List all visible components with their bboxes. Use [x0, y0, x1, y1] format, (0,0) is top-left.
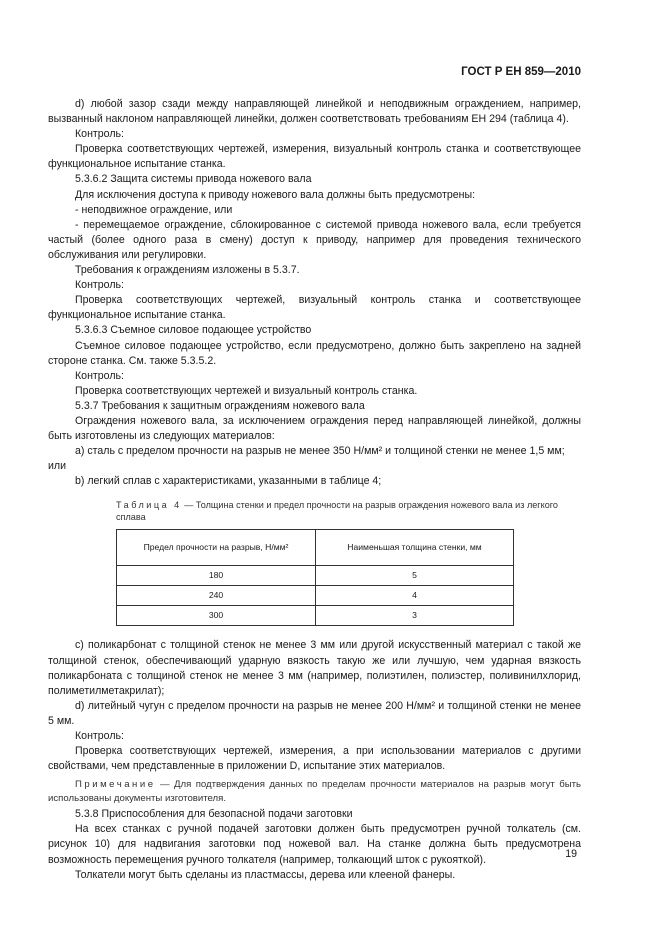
- or-text: или: [48, 460, 67, 473]
- table-caption: [116, 499, 581, 523]
- control-label: Контроль:: [75, 128, 124, 141]
- table-cell: 4: [316, 586, 514, 606]
- section-heading-5-3-8: 5.3.8 Приспособления для безопасной подачи заготовки: [75, 808, 353, 821]
- table-cell: 300: [117, 606, 316, 626]
- table-header-cell: Наименьшая толщина стенки, мм: [316, 530, 514, 566]
- table-row: [117, 566, 514, 586]
- section-heading-5-3-6-2: 5.3.6.2 Защита системы привода ножевого вала: [75, 173, 312, 186]
- table-row: [117, 586, 514, 606]
- paragraph: Требования к ограждениям изложены в 5.3.7.: [75, 264, 300, 277]
- paragraph: Для исключения доступа к приводу ножевого вала должны быть предусмотрены:: [75, 188, 476, 201]
- paragraph: Съемное силовое подающее устройство, если предусмотрено, должно быть закреплено на задней стороне станка. См. также 5.3.5.2.: [48, 339, 581, 367]
- control-text: Проверка соответствующих чертежей и визуальный контроль станка.: [75, 384, 418, 397]
- paragraph: Толкатели могут быть сделаны из пластмассы, дерева или клееной фанеры.: [75, 868, 456, 881]
- table-caption-label: Таблица 4: [116, 500, 182, 511]
- list-item-a: a) сталь с пределом прочности на разрыв не менее 350 Н/мм² и толщиной стенки не менее 1,5 мм;: [75, 445, 565, 458]
- list-item: - неподвижное ограждение, или: [75, 203, 233, 216]
- paragraph: На всех станках с ручной подачей заготовки должен быть предусмотрен ручной толкатель (см. рисунок 10) для надвигания заготовки под ножевой вал. На станке должна быть предусмотрена возможность перемещения ручного толкателя (например, толкающий шток с рукояткой).: [48, 823, 581, 866]
- list-item-c: c) поликарбонат с толщиной стенок не менее 3 мм или другой искусственный материал с такой же толщиной стенок, обеспечивающий ударную вязкость такую же или лучшую, чем ударная вязкость поликарбоната с толщиной стенок не менее 3 мм (например, полиэтилен, полиэстер, поливинилхлорид, полиметилметакрилат);: [48, 639, 581, 697]
- page-body: [48, 97, 581, 883]
- table-header-row: [117, 530, 514, 566]
- table-cell: 3: [316, 606, 514, 626]
- paragraph-d: d) любой зазор сзади между направляющей линейкой и неподвижным ограждением, например, вызванный наклоном направляющей линейки, должен соответствовать требованиям ЕН 294 (таблица 4).: [48, 98, 581, 126]
- control-label: Контроль:: [75, 730, 124, 742]
- paragraph: Ограждения ножевого вала, за исключением ограждения перед направляющей линейкой, должны быть изготовлены из следующих материалов:: [48, 414, 581, 443]
- control-text: Проверка соответствующих чертежей, измерения, визуальный контроль станка и соответствующее функциональное испытание станка.: [48, 143, 581, 171]
- list-item-b: b) легкий сплав с характеристиками, указанными в таблице 4;: [75, 475, 382, 488]
- list-item: - перемещаемое ограждение, сблокированное с системой привода ножевого вала, если требуется частый (более одного раза в смену) доступ к приводу, например для проведения технического обслуживания или регулировки.: [48, 218, 581, 261]
- note-label: Примечание: [75, 779, 156, 791]
- control-label: Контроль:: [75, 279, 124, 292]
- control-text: Проверка соответствующих чертежей, визуальный контроль станка и соответствующее функциональное испытание станка.: [48, 294, 581, 322]
- table-header-cell: Предел прочности на разрыв, Н/мм²: [117, 530, 316, 566]
- table-row: [117, 606, 514, 626]
- strength-table: [116, 529, 514, 626]
- table-caption-text: — Толщина стенки и предел прочности на разрыв ограждения ножевого вала из легкого сплава: [116, 500, 558, 523]
- table-cell: 240: [117, 586, 316, 606]
- page-number: 19: [565, 848, 577, 860]
- list-item-d: d) литейный чугун с пределом прочности на разрыв не менее 200 Н/мм² и толщиной стенки не менее 5 мм.: [48, 699, 581, 727]
- control-label: Контроль:: [75, 369, 124, 382]
- note-text: — Для подтверждения данных по пределам прочности материалов на разрыв могут быть использованы документы изготовителя.: [48, 779, 581, 804]
- section-heading-5-3-7: 5.3.7 Требования к защитным ограждениям ножевого вала: [75, 399, 365, 412]
- note: [48, 778, 581, 805]
- table-cell: 5: [316, 566, 514, 586]
- document-code: ГОСТ Р ЕН 859—2010: [461, 66, 581, 78]
- section-heading-5-3-6-3: 5.3.6.3 Съемное силовое подающее устройство: [75, 324, 312, 337]
- control-text: Проверка соответствующих чертежей, измерения, а при использовании материалов с другими свойствами, чем представленные в приложении D, испытание этих материалов.: [48, 745, 581, 773]
- table-cell: 180: [117, 566, 316, 586]
